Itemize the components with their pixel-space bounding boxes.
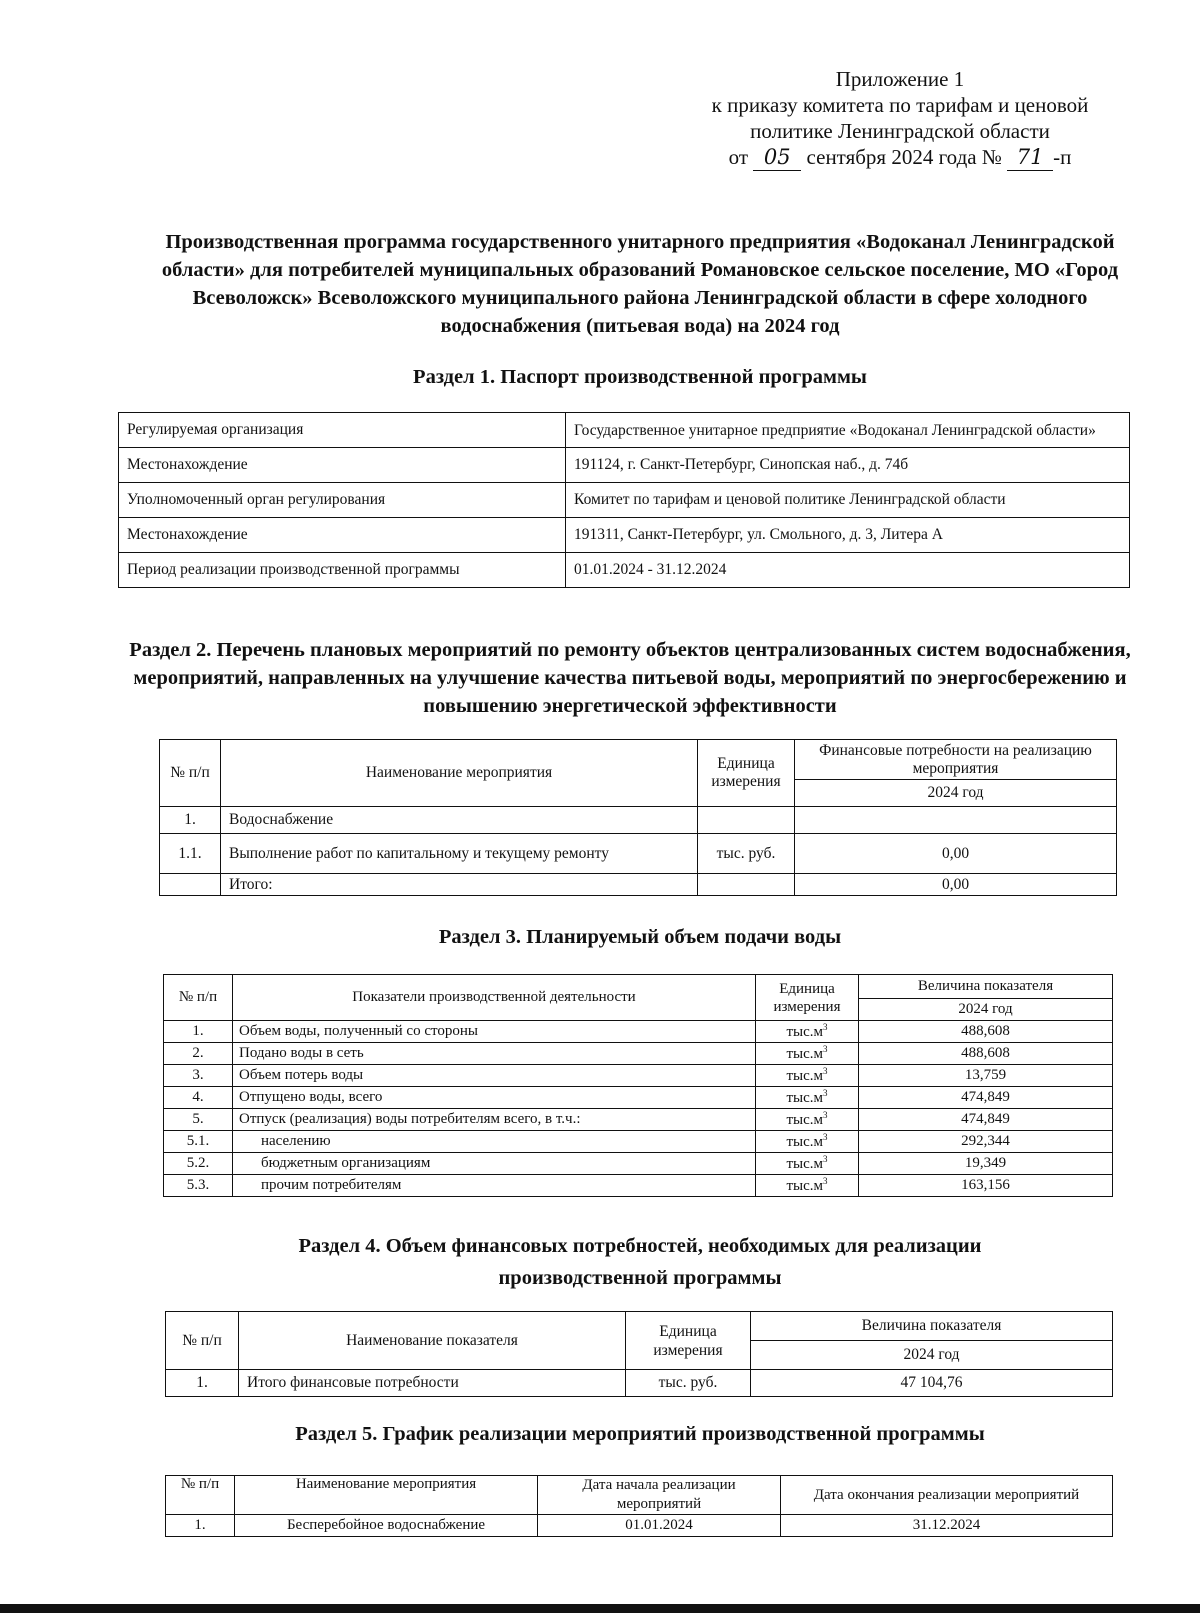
table-row: Регулируемая организация Государственное унитарное предприятие «Водоканал Ленинградской области» [119, 413, 1130, 448]
table-row: Период реализации производственной программы 01.01.2024 - 31.12.2024 [119, 553, 1130, 588]
table-row: 1. Водоснабжение [160, 807, 1117, 834]
passport-table [118, 412, 1130, 588]
table-row: 5. Отпуск (реализация) воды потребителям всего, в т.ч.: $тыс.м^3$ 474,849 [164, 1109, 1113, 1131]
table-row: 5.1. населению $тыс.м^3$ 292,344 [164, 1131, 1113, 1153]
appendix-header [660, 66, 1140, 171]
table-row: Местонахождение 191124, г. Санкт-Петербург, Синопская наб., д. 74б [119, 448, 1130, 483]
table-row: 1.1. Выполнение работ по капитальному и текущему ремонту тыс. руб. 0,00 [160, 834, 1117, 874]
table-row: 2. Подано воды в сеть $тыс.м^3$ 488,608 [164, 1043, 1113, 1065]
section3-heading: Раздел 3. Планируемый объем подачи воды [438, 926, 842, 948]
table-row: 1. Объем воды, полученный со стороны $тыс.м^3$ 488,608 [164, 1021, 1113, 1043]
activities-table: № п/п Наименование мероприятия Единица измерения Финансовые потребности на реализацию мероприятия 2024 год 1. Водоснабжение 1.1. Выполнение работ по капитальному и текущему ремонту тыс. руб. 0,00 Итого: 0,00 [159, 739, 1117, 896]
section2-heading: Раздел 2. Перечень плановых мероприятий по ремонту объектов централизованных систем водоснабжения, мероприятий, направленных на улучшение качества питьевой воды, мероприятий по энергосбережению и повышению энергетической эффективности [129, 639, 1131, 717]
appendix-line3: политике Ленинградской области [750, 119, 1050, 143]
scan-edge-bar [0, 1604, 1200, 1613]
table-row: 1. Итого финансовые потребности тыс. руб. 47 104,76 [166, 1370, 1113, 1397]
table-row: 5.3. прочим потребителям $тыс.м^3$ 163,156 [164, 1175, 1113, 1197]
table-row: 4. Отпущено воды, всего $тыс.м^3$ 474,849 [164, 1087, 1113, 1109]
table-row: Уполномоченный орган регулирования Комитет по тарифам и ценовой политике Ленинградской области [119, 483, 1130, 518]
appendix-line1: Приложение 1 [835, 67, 965, 91]
section1-heading: Раздел 1. Паспорт производственной программы [413, 366, 867, 388]
finance-table: № п/п Наименование показателя Единица измерения Величина показателя 2024 год 1. Итого финансовые потребности тыс. руб. 47 104,76 [165, 1311, 1113, 1397]
document-title: Производственная программа государственного унитарного предприятия «Водоканал Ленинградской области» для потребителей муниципальных образований Романовское сельское поселение, МО «Город Всеволожск» Всеволожского муниципального района Ленинградской области в сфере холодного водоснабжения (питьевая вода) на 2024 год [161, 231, 1119, 337]
appendix-date-line: от 05 сентября 2024 года № 71 -п [728, 145, 1072, 169]
table-row: Итого: 0,00 [160, 874, 1117, 896]
section5-heading: Раздел 5. График реализации мероприятий производственной программы [295, 1423, 985, 1445]
water-supply-table: № п/п Показатели производственной деятельности Единица измерения Величина показателя 2024 год 1. Объем воды, полученный со стороны $тыс.м^3$ 488,608 2. Подано воды в сеть $тыс.м^3$ 488,608 3. Объем потерь воды $тыс.м^3$ 13,759 4. Отпущено воды, всего $тыс.м^3$ 474,849 5. Отпуск (реализация) воды потребителям всего, в т.ч.: $тыс.м^3$ 474,849 5.1. населению $тыс.м^3$ 292,344 5.2. бюджетным организациям $тыс.м^3$ 19,349 5.3. прочим потребителям $тыс.м^3$ 163,156 [163, 974, 1113, 1197]
table-row: 3. Объем потерь воды $тыс.м^3$ 13,759 [164, 1065, 1113, 1087]
section4-heading: Раздел 4. Объем финансовых потребностей, необходимых для реализации производственной программы [298, 1235, 982, 1289]
appendix-line2: к приказу комитета по тарифам и ценовой [711, 93, 1089, 117]
table-row: 5.2. бюджетным организациям $тыс.м^3$ 19,349 [164, 1153, 1113, 1175]
order-day: 05 [753, 144, 801, 171]
schedule-table: № п/п Наименование мероприятия Дата начала реализации мероприятий Дата окончания реализации мероприятий 1. Бесперебойное водоснабжение 01.01.2024 31.12.2024 [165, 1475, 1113, 1537]
table-row: Местонахождение 191311, Санкт-Петербург, ул. Смольного, д. 3, Литера А [119, 518, 1130, 553]
order-number: 71 [1007, 144, 1053, 171]
table-row: 1. Бесперебойное водоснабжение 01.01.2024 31.12.2024 [166, 1515, 1113, 1537]
